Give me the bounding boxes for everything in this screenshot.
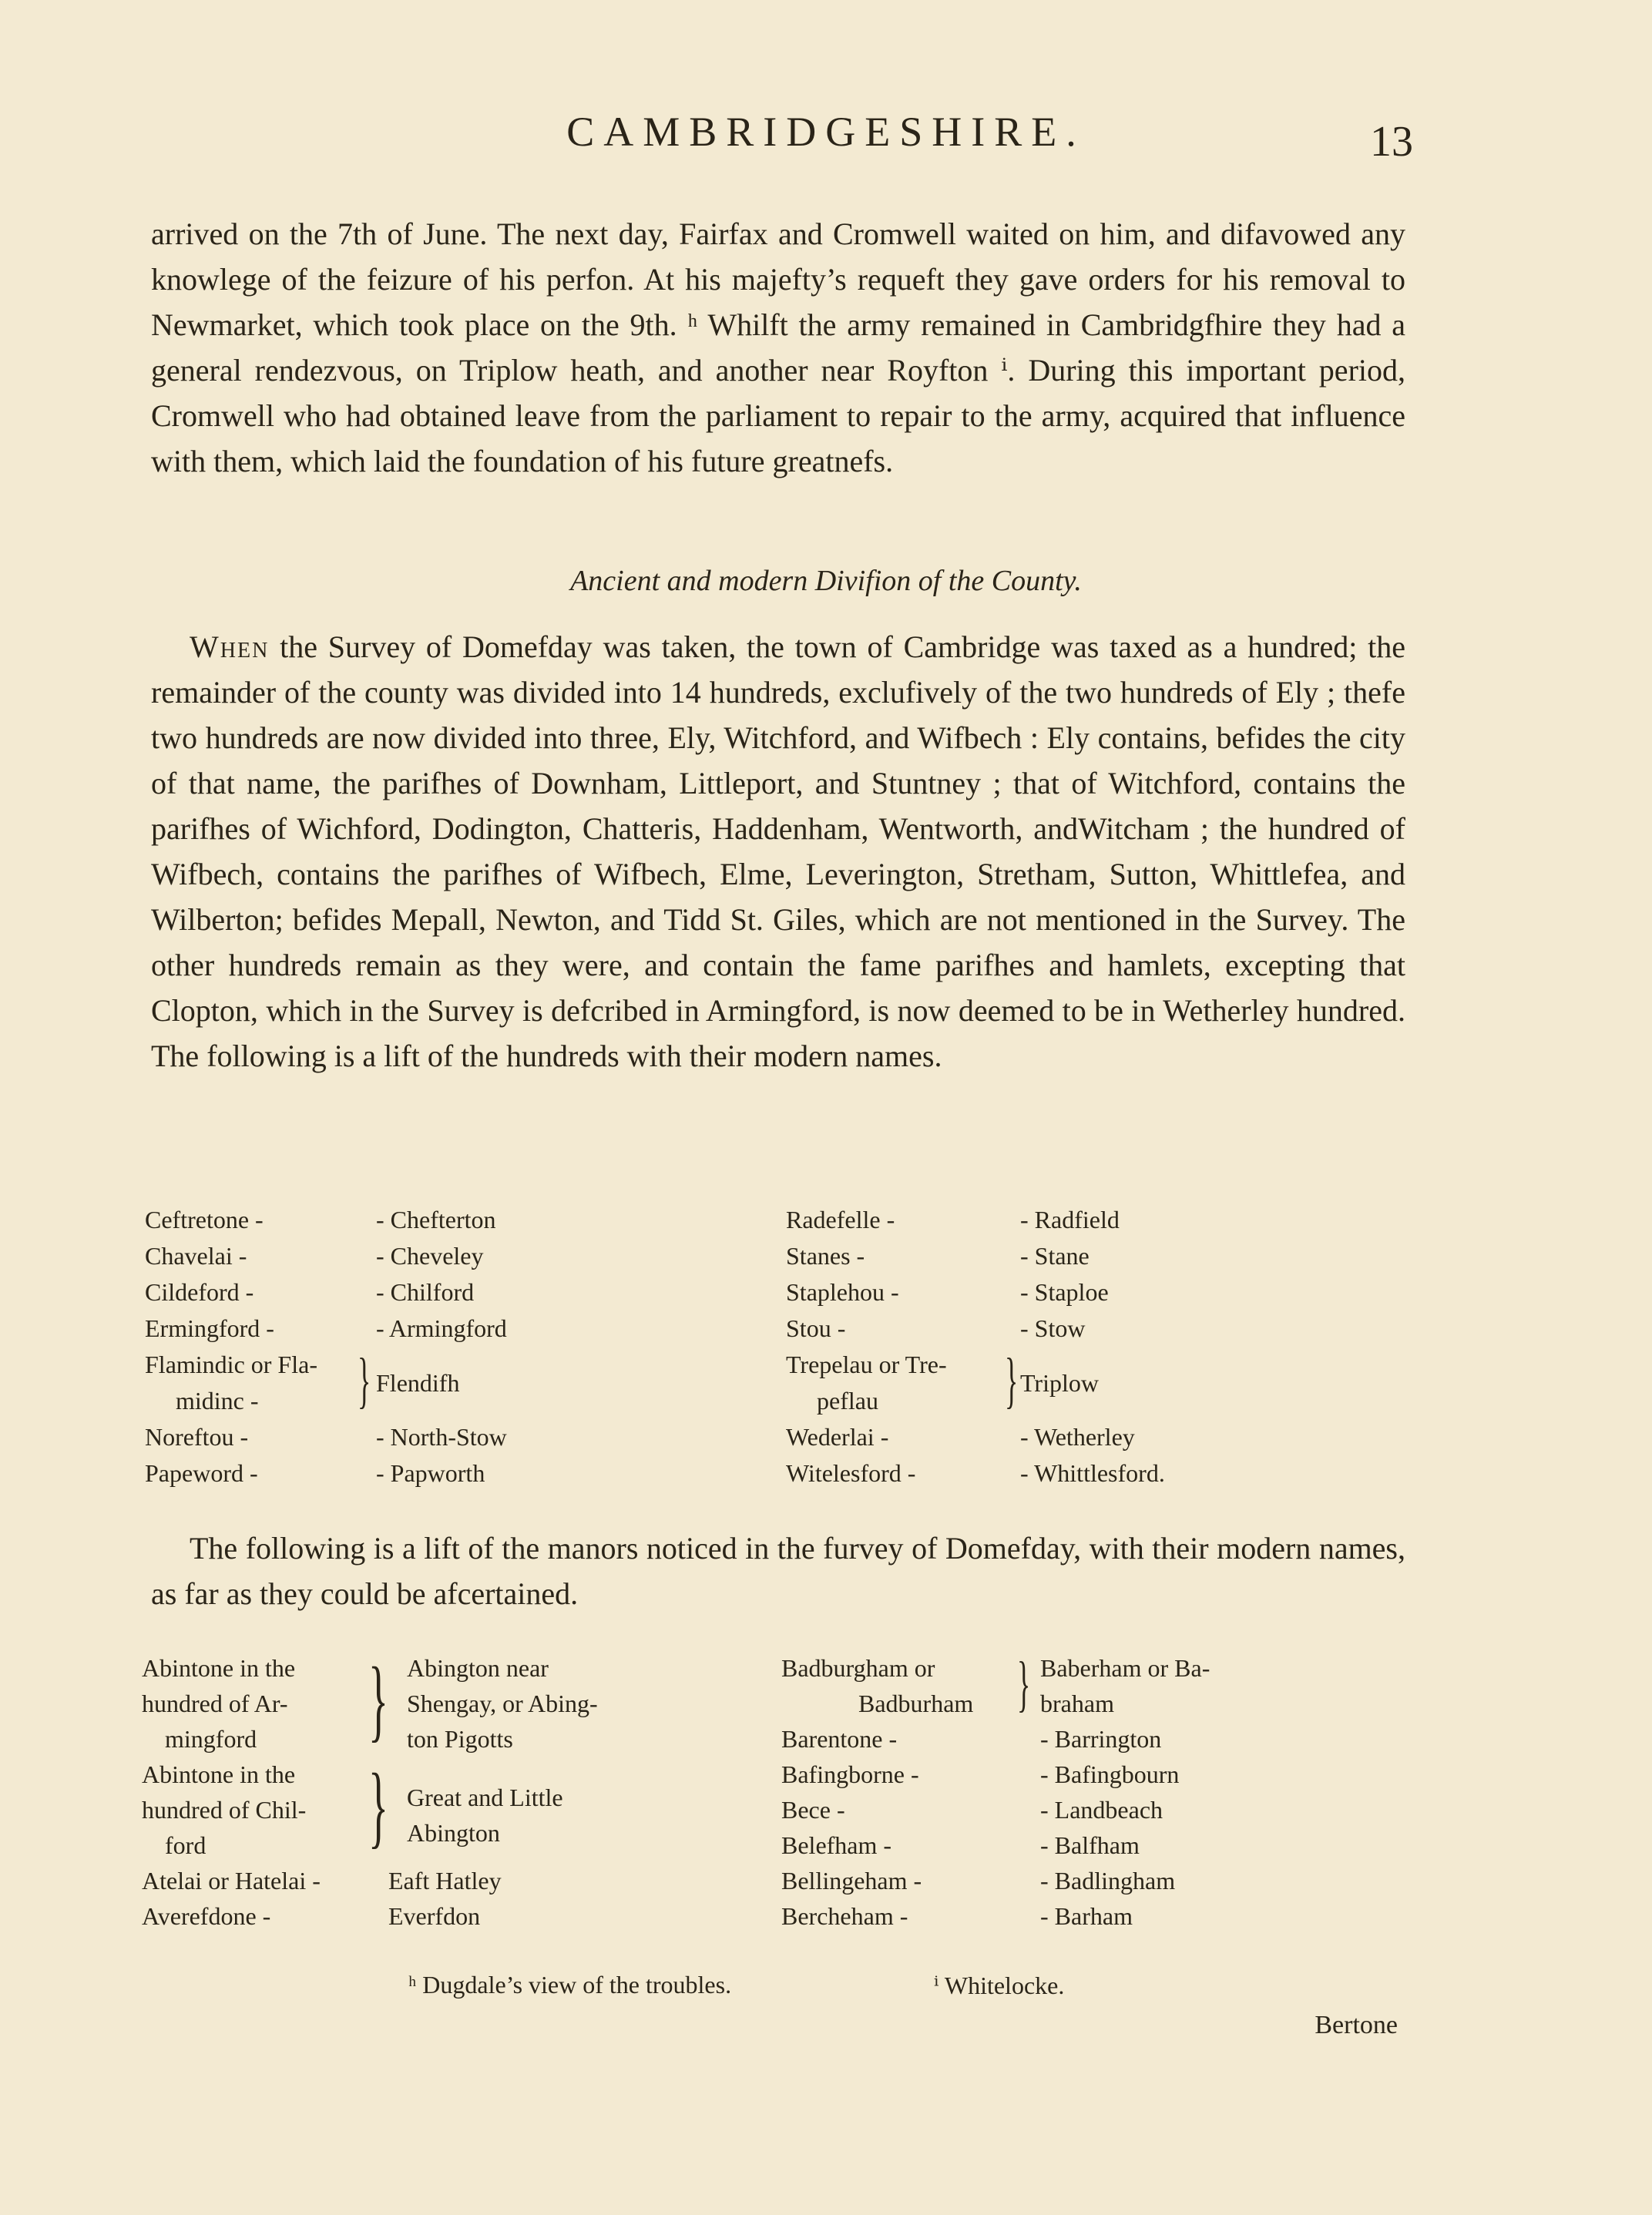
old-name-line: hundred of Ar- [142,1690,288,1717]
modern-name: Flendifh [376,1369,460,1397]
paragraph-1 [151,211,1405,484]
modern-name-line: Abington near [407,1654,549,1682]
old-name: Stou - [786,1314,846,1342]
old-name: Bece - [781,1796,845,1824]
modern-name: - Barham [1040,1902,1133,1930]
list-item [781,1863,1336,1898]
manors-list-left [142,1650,681,1934]
modern-name: - Staploe [1020,1278,1109,1306]
brace-icon: } [358,1347,371,1415]
modern-name: Triplow [1020,1369,1099,1397]
modern-name: - Papworth [376,1459,485,1487]
manors-list-right [781,1650,1336,1934]
list-item [781,1898,1336,1934]
modern-name: - Radfield [1020,1206,1120,1233]
modern-name [407,1650,598,1757]
old-name-line: Trepelau or Tre- [786,1351,947,1378]
modern-name: - Landbeach [1040,1796,1163,1824]
paragraph-2-text: the Survey of Domefday was taken, the town of Cambridge was taxed as a hundred; the remainder of the county was divided into 14 hundreds, exclufively of the two hundreds of Ely ; thefe two hundreds are now divided into three, Ely, Witchford, and Wifbech : Ely contains, befides the city of that name, the parifhes of Downham, Littleport, and Stuntney ; that of Witchford, contains the parifhes of Wichford, Dodington, Chatteris, Haddenham, Wentworth, andWitcham ; the hundred of Wifbech, contains the parifhes of Wifbech, Elme, Leverington, Stretham, Sutton, Whittlefea, and Wilberton; befides Mepall, Newton, and Tidd St. Giles, which are not mentioned in the Survey. The other hundreds remain as they were, and contain the fame parifhes and hamlets, excepting that Clopton, which in the Survey is defcribed in Armingford, is now deemed to be in Wetherley hundred. The following is a lift of the hundreds with their modern names. [151,629,1405,1073]
list-item [781,1827,1336,1863]
paragraph-1-text: arrived on the 7th of June. The next day, Fairfax and Cromwell waited on him, and difavowed any knowlege of the feizure of his perfon. At his majefty’s requeft they gave orders for his removal to Newmarket, which took place on the 9th. ʰ Whilft the army remained in Cambridgfhire they had a general rendezvous, on Triplow heath, and another near Royfton ⁱ. During this important period, Cromwell who had obtained leave from the parliament to repair to the army, acquired that influence with them, which laid the foundation of his future greatnefs. [151,216,1405,478]
old-name: Ermingford - [145,1314,274,1342]
modern-name-line: Great and Little [407,1784,563,1811]
list-item [142,1863,681,1898]
modern-name: - Bafingbourn [1040,1760,1180,1788]
list-item [145,1455,607,1492]
old-name-line: Badburgham or [781,1654,935,1682]
list-item [142,1898,681,1934]
paragraph-3-text: The following is a lift of the manors noticed in the furvey of Domefday, with their modern names, as far as they could be afcertained. [151,1531,1405,1611]
old-name: Witelesford - [786,1459,916,1487]
modern-name: - Cheveley [376,1242,484,1270]
old-name: Atelai or Hatelai - [142,1867,321,1894]
hundreds-list-right [786,1202,1325,1492]
modern-name: - Balfham [1040,1831,1140,1859]
old-name: Wederlai - [786,1423,889,1451]
brace-icon: } [368,1648,388,1750]
brace-icon: } [1017,1650,1031,1718]
list-item [786,1238,1325,1274]
modern-name-line: Shengay, or Abing- [407,1690,598,1717]
old-name [142,1757,306,1863]
list-item [145,1238,607,1274]
list-item [142,1650,681,1757]
old-name: Radefelle - [786,1206,895,1233]
list-item [786,1419,1325,1455]
list-item [786,1311,1325,1347]
modern-name: - Chilford [376,1278,475,1306]
list-item [145,1274,607,1311]
list-item [781,1792,1336,1827]
modern-name-line: Abington [407,1819,500,1847]
old-name-line: Badburham [858,1690,974,1717]
hundreds-list-left [145,1202,607,1492]
old-name: Noreftou - [145,1423,249,1451]
old-name-line: ford [165,1831,206,1859]
list-item [142,1754,681,1863]
old-name [786,1347,947,1419]
list-item [781,1721,1336,1757]
modern-name [407,1780,563,1851]
list-item [145,1347,607,1419]
brace-icon: } [368,1754,388,1857]
list-item [145,1311,607,1347]
old-name-line: mingford [165,1725,257,1753]
modern-name: - Armingford [376,1314,507,1342]
footnote-h: ʰ Dugdale’s view of the troubles. [408,1971,732,1999]
modern-name: - Stane [1020,1242,1090,1270]
catchword: Bertone [1315,2011,1398,2039]
old-name-line: Abintone in the [142,1654,296,1682]
old-name-line: Abintone in the [142,1760,296,1788]
modern-name: Eaft Hatley [388,1867,502,1894]
list-item [786,1347,1325,1419]
old-name: Chavelai - [145,1242,247,1270]
modern-name: - Wetherley [1020,1423,1135,1451]
footnote-i: ⁱ Whitelocke. [934,1972,1065,1999]
old-name: Averefdone - [142,1902,271,1930]
old-name: Ceftretone - [145,1206,264,1233]
old-name: Barentone - [781,1725,898,1753]
modern-name-line: braham [1040,1690,1114,1717]
modern-name: - Barrington [1040,1725,1162,1753]
old-name: Bercheham - [781,1902,908,1930]
modern-name: - Stow [1020,1314,1086,1342]
old-name: Stanes - [786,1242,865,1270]
list-item [786,1274,1325,1311]
modern-name: Everfdon [388,1902,481,1930]
old-name-line: peflau [817,1387,878,1415]
modern-name-line: Baberham or Ba- [1040,1654,1210,1682]
modern-name: - North-Stow [376,1423,507,1451]
page-header [0,108,1652,169]
modern-name [1040,1650,1210,1721]
modern-name: - Badlingham [1040,1867,1176,1894]
old-name: Staplehou - [786,1278,899,1306]
old-name: Papeword - [145,1459,258,1487]
list-item [786,1455,1325,1492]
list-item [781,1757,1336,1792]
paragraph-2 [151,624,1405,1079]
page-number: 13 [1370,118,1413,166]
modern-name-line: ton Pigotts [407,1725,513,1753]
list-item [145,1419,607,1455]
paragraph-2-lead: When [190,629,270,664]
old-name [142,1650,295,1757]
brace-icon: } [1005,1347,1019,1415]
list-item [145,1202,607,1238]
old-name-line: hundred of Chil- [142,1796,307,1824]
old-name: Cildeford - [145,1278,254,1306]
old-name [145,1347,317,1419]
list-item [786,1202,1325,1238]
running-title: CAMBRIDGESHIRE. [566,109,1086,155]
paragraph-3 [151,1525,1405,1616]
list-item [781,1650,1336,1721]
modern-name: - Whittlesford. [1020,1459,1165,1487]
old-name-line: midinc - [176,1387,259,1415]
old-name-line: Flamindic or Fla- [145,1351,317,1378]
section-subheading: Ancient and modern Divifion of the County. [570,565,1082,597]
old-name [781,1650,973,1721]
old-name: Belefham - [781,1831,892,1859]
modern-name: - Chefterton [376,1206,496,1233]
old-name: Bellingeham - [781,1867,922,1894]
old-name: Bafingborne - [781,1760,919,1788]
